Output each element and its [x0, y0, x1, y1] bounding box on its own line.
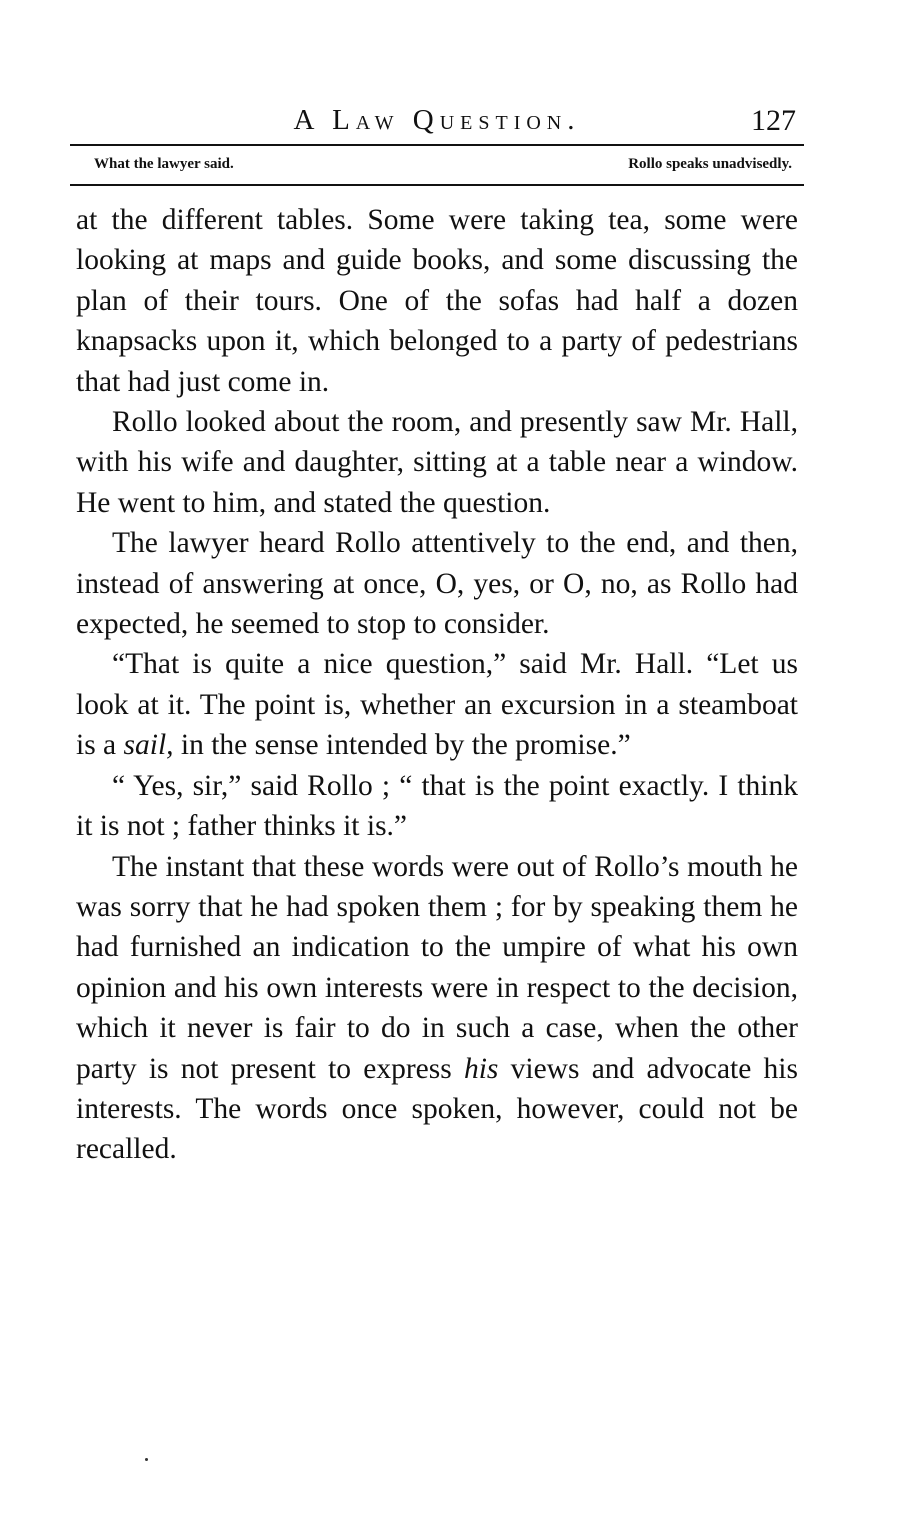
paragraph-text: “That is quite a nice question,” said Mr. Hall. “Let us look at it. The point is, whether an excursion in a steamboat is a — [76, 648, 798, 762]
paragraph-text: The instant that these words were out of Rollo’s mouth he was sorry that he had spoken them ; for by speaking them he had furnished an indication to the umpire of what his own opinion and his own interests were in respect to the decision, which it never is fair to do in such a case, when the other party is not present to express — [76, 850, 798, 1085]
subhead-right: Rollo speaks unadvisedly. — [628, 156, 792, 172]
paragraph: Rollo looked about the room, and presently saw Mr. Hall, with his wife and daughter, sitting at a table near a window. He went to him, and stated the question. — [76, 406, 798, 519]
bottom-rule — [70, 184, 804, 186]
print-speck — [145, 1458, 148, 1461]
subhead-left: What the lawyer said. — [94, 156, 234, 172]
paragraph — [76, 644, 798, 765]
page-number: 127 — [751, 104, 796, 137]
paragraph — [76, 847, 798, 1170]
chapter-title: A Law Question. — [293, 104, 581, 136]
emphasis: sail, — [123, 729, 174, 762]
paragraph: The lawyer heard Rollo attentively to the end, and then, instead of answering at once, O, yes, or O, no, as Rollo had expected, he seemed to stop to consider. — [76, 527, 798, 641]
paragraph: at the different tables. Some were taking tea, some were looking at maps and guide books, and some discussing the plan of their tours. One of the sofas had half a dozen knapsacks upon it, which belonged to a party of pedestrians that had just come in. — [76, 204, 798, 398]
running-head — [76, 100, 798, 144]
book-page — [76, 100, 798, 1170]
paragraph: “ Yes, sir,” said Rollo ; “ that is the point exactly. I think it is not ; father thinks it is.” — [76, 769, 798, 843]
paragraph-text: in the sense intended by the promise.” — [173, 729, 631, 762]
emphasis: his — [463, 1052, 499, 1085]
paragraph-text: views and advocate his interests. The words once spoken, however, could not be recalled. — [76, 1052, 798, 1166]
body-text — [76, 200, 798, 1170]
section-subheads — [76, 146, 798, 184]
